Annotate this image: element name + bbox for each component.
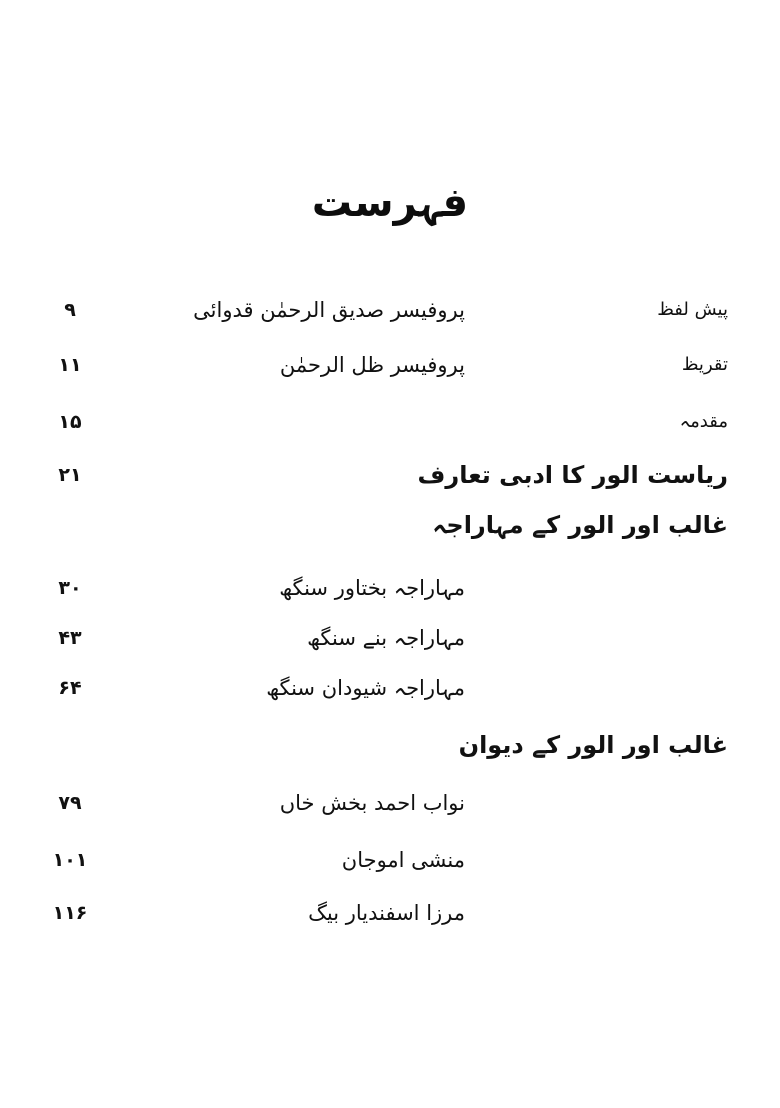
toc-author: پروفیسر ظل الرحمٰن bbox=[279, 353, 465, 377]
toc-subentry: مہاراجہ بختاور سنگھ bbox=[279, 576, 465, 600]
toc-subentry: مہاراجہ بنے سنگھ bbox=[307, 626, 465, 650]
toc-row bbox=[0, 783, 780, 823]
toc-section-title: پیش لفظ bbox=[657, 299, 728, 320]
toc-row bbox=[0, 505, 780, 545]
toc-page-number: ۱۰۱ bbox=[52, 849, 88, 871]
toc-section-title: غالب اور الور کے مہاراجہ bbox=[432, 511, 728, 539]
page-title: فہرست bbox=[311, 180, 469, 226]
toc-section-title: تقریظ bbox=[681, 354, 728, 375]
toc-subentry: منشی اموجان bbox=[341, 848, 465, 872]
toc-row bbox=[0, 568, 780, 608]
toc-author: پروفیسر صدیق الرحمٰن قدوائی bbox=[193, 298, 465, 322]
toc-row bbox=[0, 893, 780, 933]
toc-subentry: مرزا اسفندیار بیگ bbox=[308, 901, 465, 925]
toc-page-number: ۹ bbox=[64, 299, 76, 321]
toc-row bbox=[0, 668, 780, 708]
toc-page-number: ۳۰ bbox=[58, 577, 82, 599]
toc-row bbox=[0, 455, 780, 495]
toc-row bbox=[0, 618, 780, 658]
toc-section-title: ریاست الور کا ادبی تعارف bbox=[417, 461, 728, 489]
toc-page-number: ۷۹ bbox=[58, 792, 82, 814]
toc-row bbox=[0, 345, 780, 385]
toc-page-number: ۱۵ bbox=[58, 411, 82, 433]
toc-row bbox=[0, 840, 780, 880]
toc-row bbox=[0, 402, 780, 442]
toc-section-title: غالب اور الور کے دیوان bbox=[458, 731, 728, 759]
toc-row bbox=[0, 290, 780, 330]
toc-row bbox=[0, 725, 780, 765]
toc-subentry: مہاراجہ شیودان سنگھ bbox=[266, 676, 465, 700]
toc-section-title: مقدمہ bbox=[679, 411, 728, 432]
toc-subentry: نواب احمد بخش خاں bbox=[279, 791, 465, 815]
toc-page-number: ۱۱ bbox=[58, 354, 82, 376]
toc-page-number: ۴۳ bbox=[58, 627, 82, 649]
toc-page-number: ۲۱ bbox=[58, 464, 82, 486]
toc-page-number: ۶۴ bbox=[58, 677, 82, 699]
toc-page-number: ۱۱۶ bbox=[52, 902, 88, 924]
